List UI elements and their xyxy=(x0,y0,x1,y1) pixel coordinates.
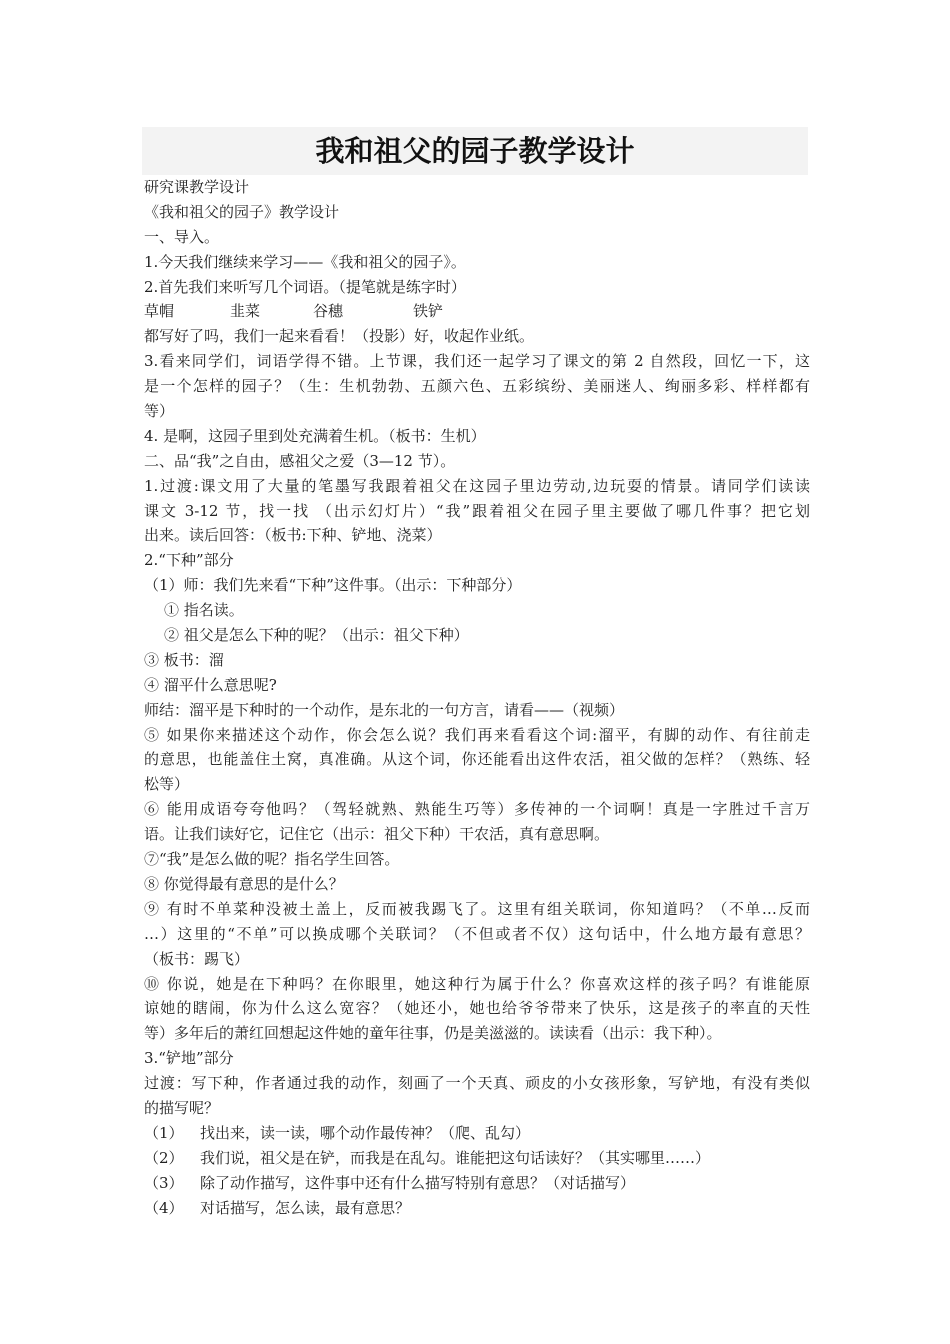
numbered-item xyxy=(144,1171,810,1196)
list-item: ④ 溜平什么意思呢? xyxy=(144,675,277,694)
paragraph-line: 都写好了吗，我们一起来看看！（投影）好，收起作业纸。 xyxy=(144,327,535,346)
paragraph-line: 师结：溜平是下种时的一个动作，是东北的一句方言，请看——（视频） xyxy=(144,700,625,719)
item-text: 除了动作描写，这件事中还有什么描写特别有意思？（对话描写） xyxy=(200,1173,636,1192)
vocab-word: 谷穗 xyxy=(313,302,344,321)
paragraph-line: 1.今天我们继续来学习——《我和祖父的园子》。 xyxy=(144,252,466,271)
paragraph-line: 谅她的瞎闹，你为什么这么宽容？（她还小，她也给爷爷带来了快乐，这是孩子的率直的天性 xyxy=(144,999,810,1018)
list-item: ⑧ 你觉得最有意思的是什么？ xyxy=(144,874,344,893)
list-item: ⑤ 如果你来描述这个动作，你会怎么说？我们再来看看这个词:溜平，有脚的动作、有往前走 xyxy=(144,725,810,744)
paragraph-line: 的描写呢？ xyxy=(144,1098,220,1117)
document-body xyxy=(144,175,810,1220)
paragraph-line: 等） xyxy=(144,402,175,421)
paragraph-line: （1）师：我们先来看“下种”这件事。（出示：下种部分） xyxy=(144,576,522,595)
list-item: ⑦“我”是怎么做的呢？指名学生回答。 xyxy=(144,850,400,869)
paragraph-line: 3.看来同学们，词语学得不错。上节课，我们还一起学习了课文的第 2 自然段，回忆一下，这 xyxy=(144,352,810,371)
item-number: （4） xyxy=(144,1198,184,1217)
numbered-item xyxy=(144,1196,810,1221)
list-item: ③ 板书：溜 xyxy=(144,650,224,669)
item-text: 对话描写，怎么读，最有意思？ xyxy=(200,1198,411,1217)
paragraph-line: 语。让我们读好它，记住它（出示：祖父下种）干农活，真有意思啊。 xyxy=(144,825,610,844)
paragraph-line: 《我和祖父的园子》教学设计 xyxy=(144,202,340,221)
paragraph-line: 课文 3-12 节，找一找 （出示幻灯片）“我”跟着祖父在园子里主要做了哪几件事？把它划 xyxy=(144,501,810,520)
subsection-heading: 3.“铲地”部分 xyxy=(144,1049,234,1068)
paragraph-line: 是一个怎样的园子？（生：生机勃勃、五颜六色、五彩缤纷、美丽迷人、绚丽多彩、样样都有 xyxy=(144,377,810,396)
item-number: （1） xyxy=(144,1123,184,1142)
numbered-item xyxy=(144,1146,810,1171)
list-item: ⑨ 有时不单菜种没被土盖上，反而被我踢飞了。这里有组关联词，你知道吗？（不单…反而 xyxy=(144,899,810,918)
vocab-word-row xyxy=(144,299,810,324)
paragraph-line: 1.过渡:课文用了大量的笔墨写我跟着祖父在这园子里边劳动,边玩耍的情景。请同学们读读 xyxy=(144,476,810,495)
document-title: 我和祖父的园子教学设计 xyxy=(315,134,635,168)
paragraph-line: 过渡：写下种，作者通过我的动作，刻画了一个天真、顽皮的小女孩形象，写铲地，有没有类似 xyxy=(144,1074,810,1093)
paragraph-line: 研究课教学设计 xyxy=(144,178,250,196)
paragraph-line: （板书：踢飞） xyxy=(144,949,250,968)
item-text: 找出来，读一读，哪个动作最传神？（爬、乱勾） xyxy=(200,1123,531,1142)
paragraph-line: 松等） xyxy=(144,775,190,794)
numbered-item xyxy=(144,1121,810,1146)
list-item: ⑥ 能用成语夸夸他吗？（驾轻就熟、熟能生巧等）多传神的一个词啊！真是一字胜过千言万 xyxy=(144,800,810,819)
paragraph-line: 出来。读后回答：（板书:下种、铲地、浇菜） xyxy=(144,526,442,545)
item-text: 我们说，祖父是在铲，而我是在乱勾。谁能把这句话读好？（其实哪里……） xyxy=(200,1148,711,1167)
list-item: ② 祖父是怎么下种的呢？（出示：祖父下种） xyxy=(164,626,469,645)
vocab-word: 草帽 xyxy=(144,302,175,321)
list-item: ⑩ 你说，她是在下种吗？在你眼里，她这种行为属于什么？你喜欢这样的孩子吗？有谁能原 xyxy=(144,974,810,993)
paragraph-line: 4. 是啊，这园子里到处充满着生机。（板书：生机） xyxy=(144,426,486,445)
paragraph-line: 一、导入。 xyxy=(144,227,220,246)
list-item: ① 指名读。 xyxy=(164,601,244,620)
paragraph-line: 等）多年后的萧红回想起这件她的童年往事，仍是美滋滋的。读读看（出示：我下种）。 xyxy=(144,1024,722,1043)
section-heading: 二、品“我”之自由，感祖父之爱（3—12 节）。 xyxy=(144,451,456,470)
subsection-heading: 2.“下种”部分 xyxy=(144,551,234,570)
item-number: （3） xyxy=(144,1173,184,1192)
vocab-word: 铁铲 xyxy=(413,302,444,321)
item-number: （2） xyxy=(144,1148,184,1167)
paragraph-line: 的意思，也能盖住土窝，真准确。从这个词，你还能看出这件农活，祖父做的怎样？（熟练、轻 xyxy=(144,750,810,769)
paragraph-line: …）这里的“不单”可以换成哪个关联词？（不但或者不仅）这句话中，什么地方最有意思？ xyxy=(144,924,810,943)
vocab-word: 韭菜 xyxy=(230,302,261,321)
paragraph-line: 2.首先我们来听写几个词语。（提笔就是练字时） xyxy=(144,277,466,296)
